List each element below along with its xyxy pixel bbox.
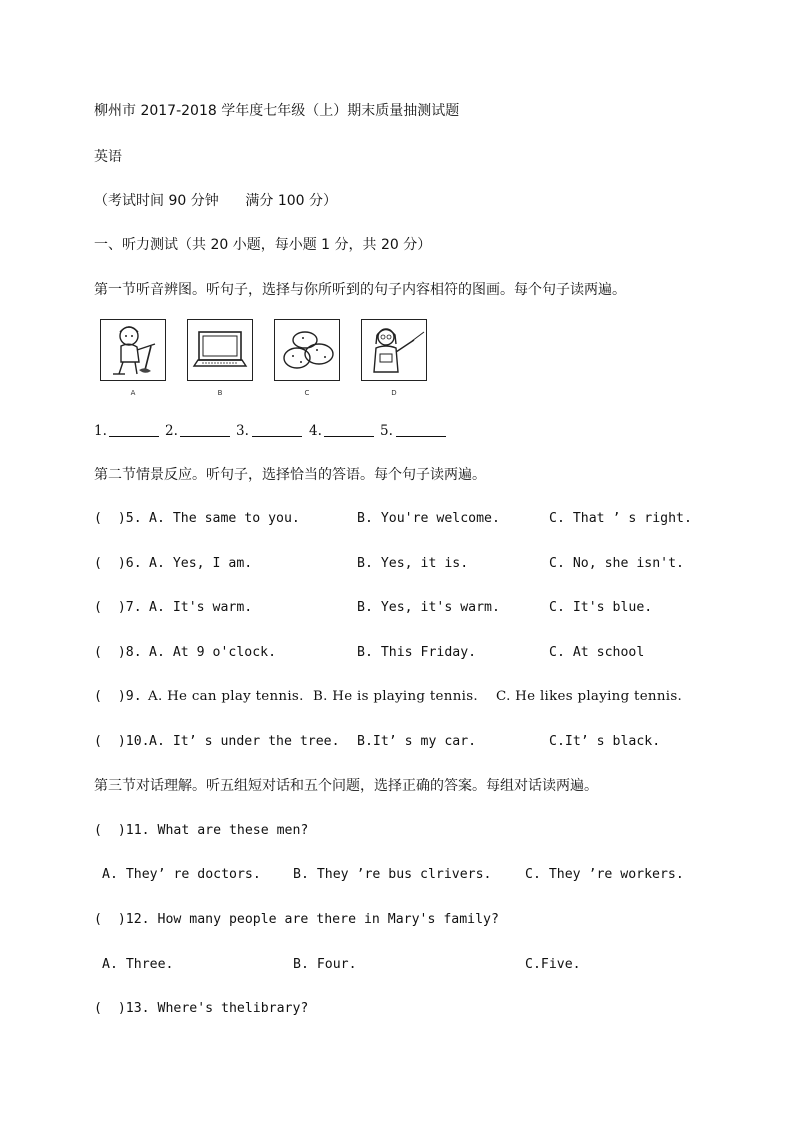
blank-2[interactable]: [180, 436, 230, 437]
option-b: B. This Friday.: [357, 645, 477, 660]
question-number: ( )8.: [94, 645, 142, 660]
option-c: C.Five.: [525, 957, 581, 972]
subject-label: 英语: [94, 149, 122, 165]
option-c: C. At school: [549, 645, 645, 660]
option-b: B. They ’re bus clrivers.: [293, 867, 492, 882]
question-number: ( )6.: [94, 556, 142, 571]
exam-title: 柳州市 2017-2018 学年度七年级（上）期末质量抽测试题: [94, 103, 460, 119]
option-a: A. He can play tennis.: [148, 689, 304, 704]
option-c: C. He likes playing tennis.: [496, 689, 683, 704]
section3-instruction: 第三节对话理解。听五组短对话和五个问题，选择正确的答案。每组对话读两遍。: [94, 778, 598, 794]
picture-options: [100, 319, 440, 403]
potatoes-icon: [274, 319, 340, 381]
question-number: ( )10.: [94, 734, 150, 749]
option-b: B. He is playing tennis.: [313, 689, 478, 704]
blank-3[interactable]: [252, 436, 302, 437]
boy-sweeping-icon: [100, 319, 166, 381]
option-b: B.It’ s my car.: [357, 734, 477, 749]
option-b: B. Yes, it is.: [357, 556, 469, 571]
question-text: ( )11. What are these men?: [94, 823, 309, 838]
blank-label-3: 3.: [236, 423, 249, 439]
blank-1[interactable]: [109, 436, 159, 437]
option-a: A. It’ s under the tree.: [149, 734, 340, 749]
blank-label-1: 1.: [94, 423, 107, 439]
blank-label-5: 5.: [380, 423, 393, 439]
option-b: B. You're welcome.: [357, 511, 500, 526]
option-c: C. It's blue.: [549, 600, 653, 615]
teacher-pointing-icon: [361, 319, 427, 381]
option-b: B. Yes, it's warm.: [357, 600, 500, 615]
blank-label-4: 4.: [309, 423, 322, 439]
section2-instruction: 第二节情景反应。听句子，选择恰当的答语。每个句子读两遍。: [94, 467, 486, 483]
option-b: B. Four.: [293, 957, 357, 972]
blank-4[interactable]: [324, 436, 374, 437]
blank-5[interactable]: [396, 436, 446, 437]
picture-label-b: B: [217, 389, 223, 397]
question-number: ( )7.: [94, 600, 142, 615]
option-c: C. They ’re workers.: [525, 867, 684, 882]
option-c: C.It’ s black.: [549, 734, 661, 749]
option-a: A. Yes, I am.: [149, 556, 253, 571]
question-text: ( )13. Where's thelibrary?: [94, 1001, 309, 1016]
question-text: ( )12. How many people are there in Mary's family?: [94, 912, 499, 927]
option-c: C. That ’ s right.: [549, 511, 692, 526]
picture-label-d: D: [391, 389, 397, 397]
option-a: A. Three.: [102, 957, 174, 972]
part1-heading: 一、听力测试（共 20 小题，每小题 1 分，共 20 分）: [94, 237, 432, 253]
option-c: C. No, she isn't.: [549, 556, 684, 571]
option-a: A. At 9 o'clock.: [149, 645, 277, 660]
blank-label-2: 2.: [165, 423, 178, 439]
laptop-icon: [187, 319, 253, 381]
exam-info: （考试时间 90 分钟 满分 100 分）: [94, 193, 338, 209]
question-number: ( )9.: [94, 689, 142, 704]
option-a: A. It's warm.: [149, 600, 253, 615]
picture-label-c: C: [304, 389, 310, 397]
picture-label-a: A: [130, 389, 136, 397]
option-a: A. The same to you.: [149, 511, 300, 526]
section1-instruction: 第一节听音辨图。听句子，选择与你所听到的句子内容相符的图画。每个句子读两遍。: [94, 282, 626, 298]
option-a: A. They’ re doctors.: [102, 867, 261, 882]
question-number: ( )5.: [94, 511, 142, 526]
